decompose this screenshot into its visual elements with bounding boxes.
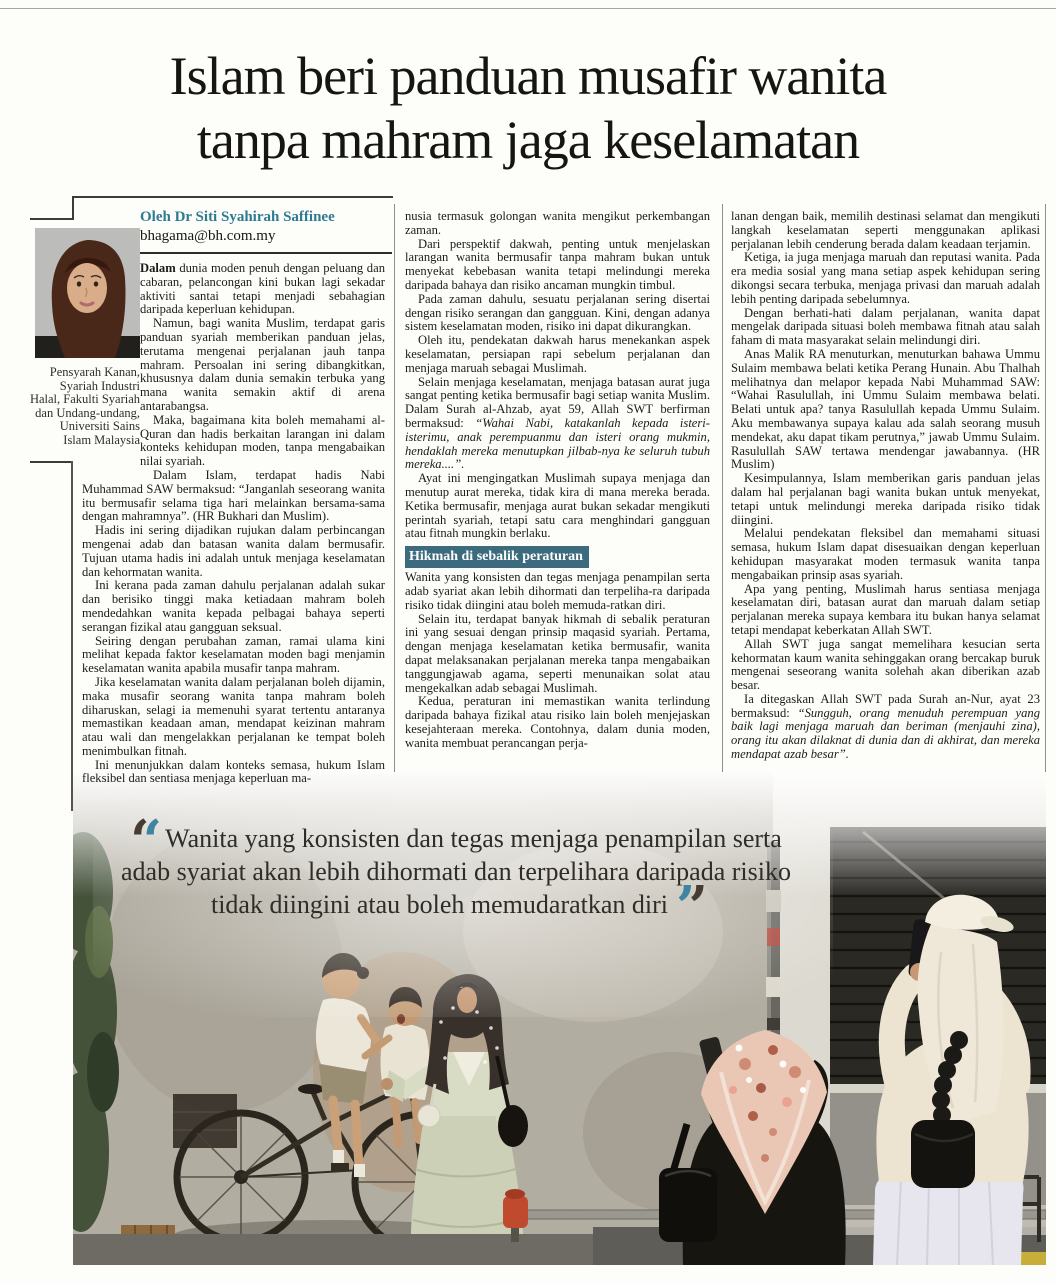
- byline-top-rule: [72, 196, 393, 198]
- paragraph: Selain menjaga keselamatan, menjaga batasan aurat juga sangat penting ketika bermusafir bagi setiap wanita Muslim. Dalam Surah al-Ahzab, ayat 59, Allah SWT berfirman bermaksud: “Wahai Nabi, katakanlah kepada isteri-isterimu, anak perempuanmu dan isteri orang mukmin, hendaklah mereka menutupkan jilbab-nya ke seluruh tubuh mereka....”.: [405, 374, 710, 472]
- column-divider-1: [394, 204, 395, 816]
- paragraph: Maka, bagaimana kita boleh memahami al-Quran dan hadis berkaitan larangan ini dalam konteks kehidupan moden, tanpa mengabaikan nilai syariah.: [140, 412, 385, 469]
- byline-author: Oleh Dr Siti Syahirah Saffinee: [140, 209, 335, 225]
- byline: [140, 208, 392, 246]
- paragraph: lanan dengan baik, memilih destinasi selamat dan mengikuti langkah keselamatan seperti menggunakan aplikasi perjalanan lebih cenderung berada dalam keadaan terjamin.: [731, 210, 1040, 251]
- paragraph: Dengan berhati-hati dalam perjalanan, wanita dapat mengelak daripada situasi boleh membawa fitnah atau salah faham di mata masyarakat selain melindungi diri.: [731, 305, 1040, 348]
- paragraph: Dalam dunia moden penuh dengan peluang dan cabaran, pelancongan kini bukan lagi sekadar aktiviti santai tetapi menjadi sebahagian daripada keperluan kehidupan.: [140, 262, 385, 317]
- paragraph: Jika keselamatan wanita dalam perjalanan boleh dijamin, maka musafir seorang wanita tanpa mahram boleh diharuskan, selagi ia memenuhi syarat tertentu antaranya memastikan keadaan aman, mendapat keizinan mahram atau wali dan mengelakkan perjalanan ke tempat boleh menimbulkan fitnah.: [82, 674, 385, 758]
- pull-quote-text: Wanita yang konsisten dan tegas menjaga penampilan serta adab syariat akan lebih dihormati dan terpelihara daripada risiko tidak diingini atau boleh memudaratkan diri: [121, 824, 791, 919]
- paragraph: Namun, bagi wanita Muslim, terdapat garis panduan syariah memberikan panduan jelas, terutama mengenai perjalanan jauh tanpa mahram. Persoalan ini sering dibangkitkan, khususnya dalam dunia semakin terbuka yang mana wanita semakin aktif di arena antarabangsa.: [140, 316, 385, 413]
- paragraph: Dalam Islam, terdapat hadis Nabi Muhammad SAW bermaksud: “Janganlah seseorang wanita itu bermusafir selama tiga hari melainkan bersama-sama dengan mahramnya”. (HR Bukhari dan Muslim).: [82, 467, 385, 524]
- paragraph: Ini menunjukkan dalam konteks semasa, hukum Islam fleksibel dan sentiasa menjaga keperluan ma-: [82, 757, 385, 786]
- paragraph: Kedua, peraturan ini memastikan wanita terlindung daripada bahaya fizikal atau risiko lain boleh menjejaskan kesejahteraan mereka. Contohnya, dalam dunia moden, wanita membuat perancangan perja-: [405, 694, 710, 750]
- caption-line: Syariah Industri: [59, 378, 140, 393]
- paragraph: Apa yang penting, Muslimah harus sentiasa menjaga keselamatan diri, batasan aurat dan maruah dalam setiap perjalanan mereka supaya kembara itu bukan hanya selamat tetapi mendapat keberkatan Allah SWT.: [731, 581, 1040, 637]
- paragraph: Kesimpulannya, Islam memberikan garis panduan jelas dalam hal perjalanan bagi wanita bukan untuk menyekat, tetapi untuk melindungi mereka daripada risiko tidak diingini.: [731, 471, 1040, 527]
- paragraph: Melalui pendekatan fleksibel dan memahami situasi semasa, hukum Islam dapat disesuaikan dengan keperluan kehidupan masyarakat moden termasuk wanita tanpa mengabaikan prinsip asas syariah.: [731, 526, 1040, 582]
- article-column-2: [405, 210, 710, 820]
- paragraph: Allah SWT juga sangat memelihara kesucian serta kehormatan kaum wanita sehinggakan orang bercakap buruk mengenai seseorang wanita solehah akan diberikan azab besar.: [731, 636, 1040, 693]
- paragraph: nusia termasuk golongan wanita mengikut perkembangan zaman.: [405, 210, 710, 237]
- column-divider-2: [722, 204, 723, 816]
- paragraph: Dari perspektif dakwah, penting untuk menjelaskan larangan wanita bermusafir tanpa mahram bukan untuk menyekat kebebasan wanita tetapi melindungi mereka daripada bahaya dan risiko ancaman mungkin timbul.: [405, 236, 710, 292]
- paragraph: Pada zaman dahulu, sesuatu perjalanan sering disertai dengan risiko serangan dan gangguan. Kini, dengan adanya sistem keselamatan moden, risiko ini dapat dikurangkan.: [405, 291, 710, 334]
- paragraph: Anas Malik RA menuturkan, menuturkan bahawa Ummu Sulaim membawa belati ketika Perang Hunain. Abu Thalhah melihatnya dan melapor kepada Nabi Muhammad SAW: “Wahai Rasulullah, ini Ummu Sulaim membawa belati. Belati untuk apa? tanya Rasulullah kepada Ummu Sulaim. Aku membawanya supaya kalau ada salah seorang musuh mendekat, aku dapat tikam perutnya,” jawab Ummu Sulaim. Rasulullah SAW tertawa mendengar jawabannya. (HR Muslim): [731, 346, 1040, 472]
- paragraph: Wanita yang konsisten dan tegas menjaga penampilan serta adab syariat akan lebih dihormati dan terpeliha-ra daripada risiko tidak diingini atau boleh memuda-ratkan diri.: [405, 570, 710, 612]
- caption-line: dan Undang-undang,: [35, 405, 140, 420]
- paragraph: Seiring dengan perubahan zaman, ramai ulama kini melihat kepada faktor keselamatan moden bagi menjamin keselamatan wanita apabila musafir tanpa mahram.: [82, 633, 385, 676]
- byline-bottom-rule: [140, 252, 392, 254]
- paragraph: Oleh itu, pendekatan dakwah harus menekankan aspek keselamatan, persiapan rapi sebelum perjalanan dan menjaga maruah sebagai Muslimah.: [405, 333, 710, 375]
- paragraph: Ini kerana pada zaman dahulu perjalanan adalah sukar dan berisiko tinggi maka ketiadaan mahram boleh mendedahkan wanita kepada pelbagai bahaya seperti serangan fizikal atau gangguan seksual.: [82, 578, 385, 634]
- byline-top-stub: [72, 196, 74, 220]
- caption-line: Pensyarah Kanan,: [49, 365, 140, 379]
- caption-line: Halal, Fakulti Syariah: [29, 392, 140, 407]
- byline-email: bhagama@bh.com.my: [140, 228, 276, 244]
- article-photo: [73, 772, 1046, 1265]
- column1-left-rule: [71, 461, 73, 811]
- paragraph: Hadis ini sering dijadikan rujukan dalam perbincangan mengenai adab dan batasan wanita dalam bermusafir. Tujuan utama hadis ini adalah untuk menjaga keselamatan dan kehormatan wanita.: [82, 523, 385, 579]
- open-quote-icon: ‘‘: [130, 808, 156, 874]
- column-divider-3: [1045, 204, 1046, 816]
- portrait-wrap-spacer: [82, 262, 140, 470]
- caption-line: Islam Malaysia: [63, 432, 140, 447]
- section-subhead: Hikmah di sebalik peraturan: [405, 546, 589, 568]
- close-quote-icon: ’’: [676, 874, 702, 940]
- pull-quote: [111, 808, 801, 940]
- article-column-1: [82, 262, 385, 816]
- masthead-rule: [0, 8, 1056, 9]
- paragraph: Ketiga, ia juga menjaga maruah dan reputasi wanita. Pada era media sosial yang mana setiap aspek kehidupan sering dikongsi secara terbuka, menjaga privasi dan maruah adalah lebih penting daripada sebelumnya.: [731, 250, 1040, 306]
- author-block-top-rule: [30, 218, 73, 220]
- headline-line1: Islam beri panduan musafir wanita: [169, 46, 887, 106]
- headline-line2: tanpa mahram jaga keselamatan: [196, 110, 860, 170]
- caption-line: Universiti Sains: [59, 419, 140, 434]
- article-column-3: [731, 210, 1040, 822]
- paragraph: Ia ditegaskan Allah SWT pada Surah an-Nur, ayat 23 bermaksud: “Sungguh, orang menuduh perempuan yang baik lagi menjaga maruah dan beriman (menjauhi zina), orang itu akan dilaknat di dunia dan di akhirat, dan mereka mendapat azab besar”.: [731, 691, 1040, 762]
- author-block-bottom-rule: [30, 461, 73, 463]
- paragraph: Selain itu, terdapat banyak hikmah di sebalik peraturan ini yang sesuai dengan prinsip maqasid syariah. Pertama, dengan menjaga keselamatan ketika bermusafir, wanita dapat melaksanakan perjalanan mereka tanpa mengabaikan tanggungjawab agama, seperti menunaikan solat atau mengekalkan adab sebagai Muslimah.: [405, 611, 710, 695]
- page-title: [20, 44, 1036, 172]
- paragraph: Ayat ini mengingatkan Muslimah supaya menjaga dan menutup aurat mereka, tidak kira di mana mereka berada. Ketika bermusafir, menjaga aurat bukan sekadar mengikuti perintah syariah, tetapi satu cara menghindari gangguan atau fitnah mungkin berlaku.: [405, 471, 710, 541]
